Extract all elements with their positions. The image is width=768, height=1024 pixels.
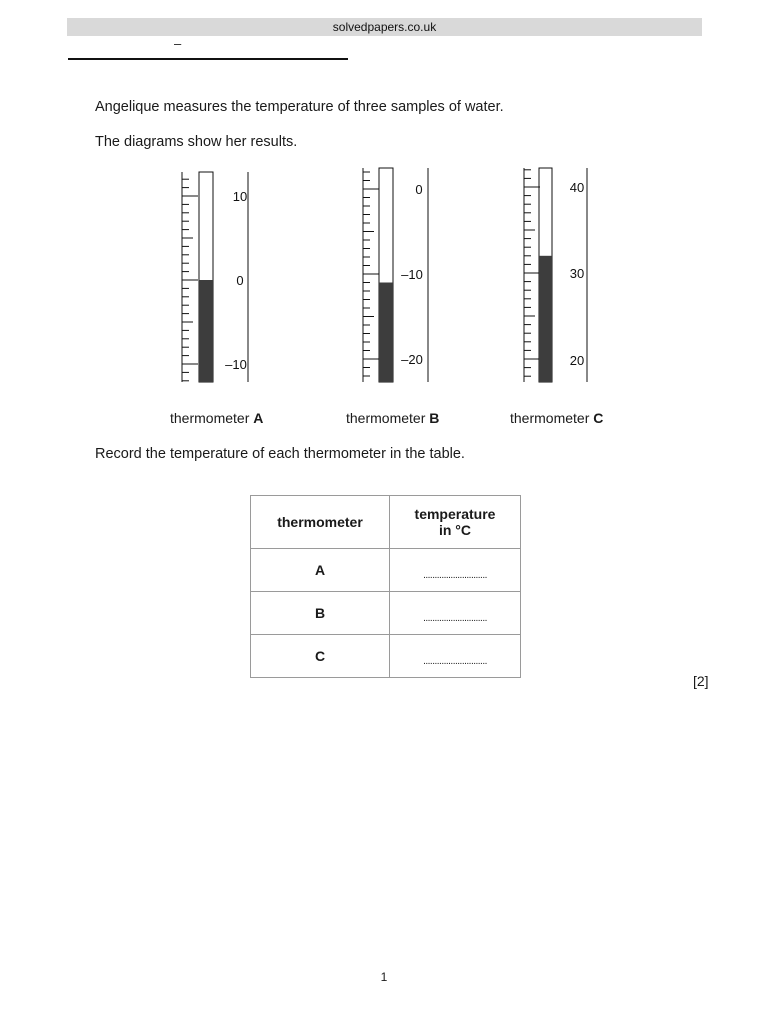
- header-thermometer: thermometer: [251, 496, 390, 549]
- thermometer-a-diagram: [182, 172, 248, 382]
- marks-label: [2]: [693, 673, 709, 689]
- thermometer-c-caption-prefix: thermometer: [510, 410, 594, 426]
- thermometer-b-diagram: [363, 168, 428, 382]
- thermometer-a-caption-prefix: thermometer: [170, 410, 254, 426]
- answer-field-a[interactable]: [390, 549, 521, 592]
- thermometer-c-liquid: [539, 256, 552, 382]
- thermometer-a-caption: [170, 410, 263, 426]
- thermometer-a-label-mid: 0: [236, 273, 244, 288]
- row-label-c: C: [251, 635, 390, 678]
- page-number: 1: [380, 970, 388, 984]
- title-dash: –: [174, 36, 182, 51]
- table-row: [251, 635, 521, 678]
- thermometer-b-letter: B: [429, 410, 440, 426]
- header-temperature: [390, 496, 521, 549]
- table-row: [251, 549, 521, 592]
- thermometer-a-label-top: 10: [232, 189, 248, 204]
- thermometer-c-ticks: [524, 170, 540, 376]
- table-header-row: [251, 496, 521, 549]
- site-header-bar: [67, 18, 702, 36]
- thermometer-b-caption-prefix: thermometer: [346, 410, 430, 426]
- table-row: [251, 592, 521, 635]
- answer-field-b[interactable]: [390, 592, 521, 635]
- site-name: solvedpapers.co.uk: [332, 20, 437, 34]
- thermometer-b-ticks: [363, 172, 379, 376]
- thermometer-b-label-top: 0: [415, 182, 423, 197]
- thermometer-c-label-bottom: 20: [569, 353, 585, 368]
- header-temperature-line2: in °C: [438, 522, 472, 538]
- thermometer-b-liquid: [379, 283, 393, 383]
- question-instruction: Record the temperature of each thermometer in the table.: [95, 446, 465, 462]
- thermometer-a-label-bottom: –10: [225, 357, 247, 372]
- answer-dots-a: ............................: [423, 569, 487, 581]
- results-table: [250, 495, 521, 678]
- thermometer-c-diagram: [524, 168, 587, 382]
- answer-dots-c: ............................: [423, 655, 487, 667]
- diagrams-note: The diagrams show her results.: [95, 134, 298, 150]
- thermometer-c-letter: C: [593, 410, 604, 426]
- answer-field-c[interactable]: [390, 635, 521, 678]
- title-rule: [68, 58, 348, 60]
- thermometer-a-liquid: [199, 280, 213, 382]
- answer-dots-b: ............................: [423, 612, 487, 624]
- thermometer-a-ticks: [182, 179, 198, 381]
- header-temperature-line1: temperature: [414, 506, 496, 522]
- thermometer-b-label-mid: –10: [401, 267, 423, 282]
- thermometer-diagrams: [0, 160, 768, 400]
- thermometer-b-label-bottom: –20: [401, 352, 423, 367]
- thermometer-c-caption: [510, 410, 603, 426]
- row-label-a: A: [251, 549, 390, 592]
- row-label-b: B: [251, 592, 390, 635]
- thermometer-c-label-top: 40: [569, 180, 585, 195]
- thermometer-a-letter: A: [253, 410, 264, 426]
- thermometer-b-caption: [346, 410, 439, 426]
- thermometer-c-label-mid: 30: [569, 266, 585, 281]
- question-intro: Angelique measures the temperature of three samples of water.: [95, 99, 504, 115]
